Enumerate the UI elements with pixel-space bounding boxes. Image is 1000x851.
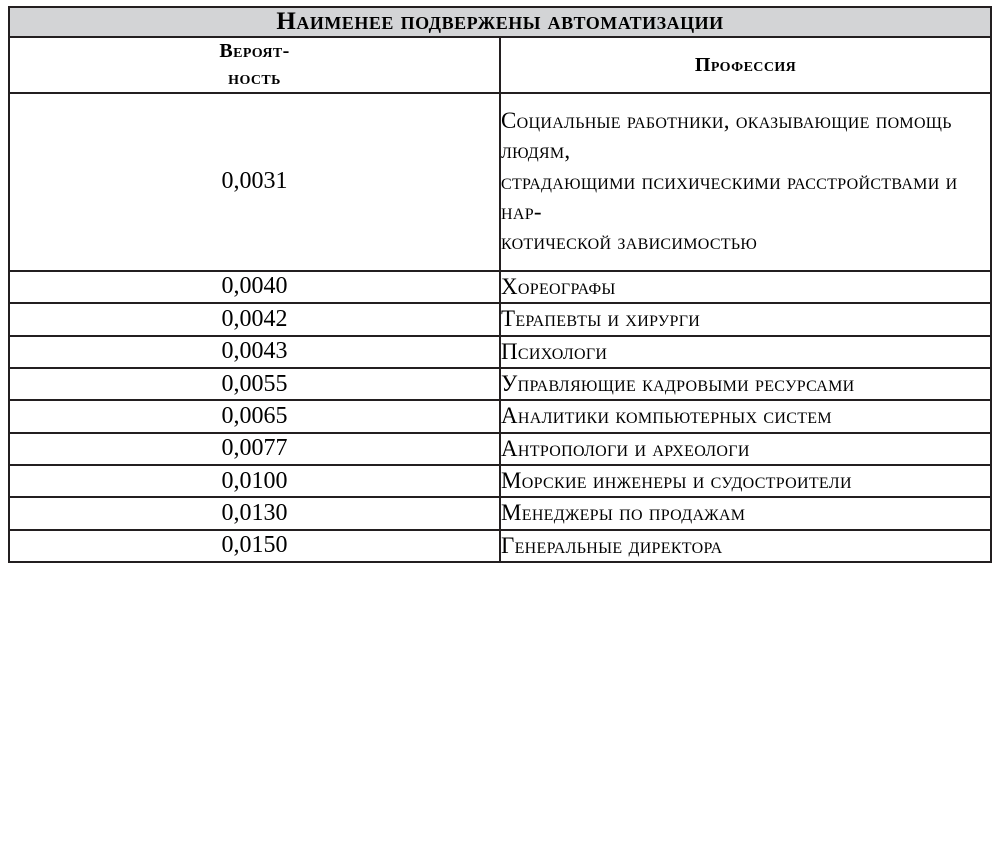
cell-probability: 0,0065 [9,400,500,432]
table-row [9,433,991,465]
cell-profession [500,93,991,271]
table-title: Наименее подвержены автоматизации [9,7,991,37]
cell-probability: 0,0043 [9,336,500,368]
cell-profession: Психологи [500,336,991,368]
cell-profession: Менеджеры по продажам [500,497,991,529]
column-header-probability-line2: ность [228,67,281,89]
cell-probability: 0,0150 [9,530,500,562]
table-row [9,465,991,497]
profession-line: котической зависимостью [501,229,758,255]
cell-probability: 0,0100 [9,465,500,497]
table-row [9,271,991,303]
column-header-probability-line1: Вероят- [219,40,290,62]
cell-probability: 0,0055 [9,368,500,400]
table-row [9,93,991,271]
table-title-row [9,7,991,37]
cell-profession: Морские инженеры и судостроители [500,465,991,497]
cell-probability: 0,0031 [9,93,500,271]
table-row [9,368,991,400]
column-header-probability [9,37,500,93]
table-row [9,530,991,562]
cell-profession: Генеральные директора [500,530,991,562]
cell-profession: Аналитики компьютерных систем [500,400,991,432]
cell-probability: 0,0077 [9,433,500,465]
cell-probability: 0,0130 [9,497,500,529]
column-header-profession: Профессия [500,37,991,93]
table-row [9,400,991,432]
profession-line: страдающими психическими расстройствами и нар- [501,168,958,225]
cell-profession: Управляющие кадровыми ресурсами [500,368,991,400]
profession-line: Социальные работники, оказывающие помощь людям, [501,108,952,164]
cell-profession: Терапевты и хирурги [500,303,991,335]
cell-probability: 0,0040 [9,271,500,303]
cell-profession: Хореографы [500,271,991,303]
automation-probability-table [8,6,992,563]
table-row [9,497,991,529]
table-header-row [9,37,991,93]
table-row [9,336,991,368]
cell-probability: 0,0042 [9,303,500,335]
cell-profession: Антропологи и археологи [500,433,991,465]
table-row [9,303,991,335]
